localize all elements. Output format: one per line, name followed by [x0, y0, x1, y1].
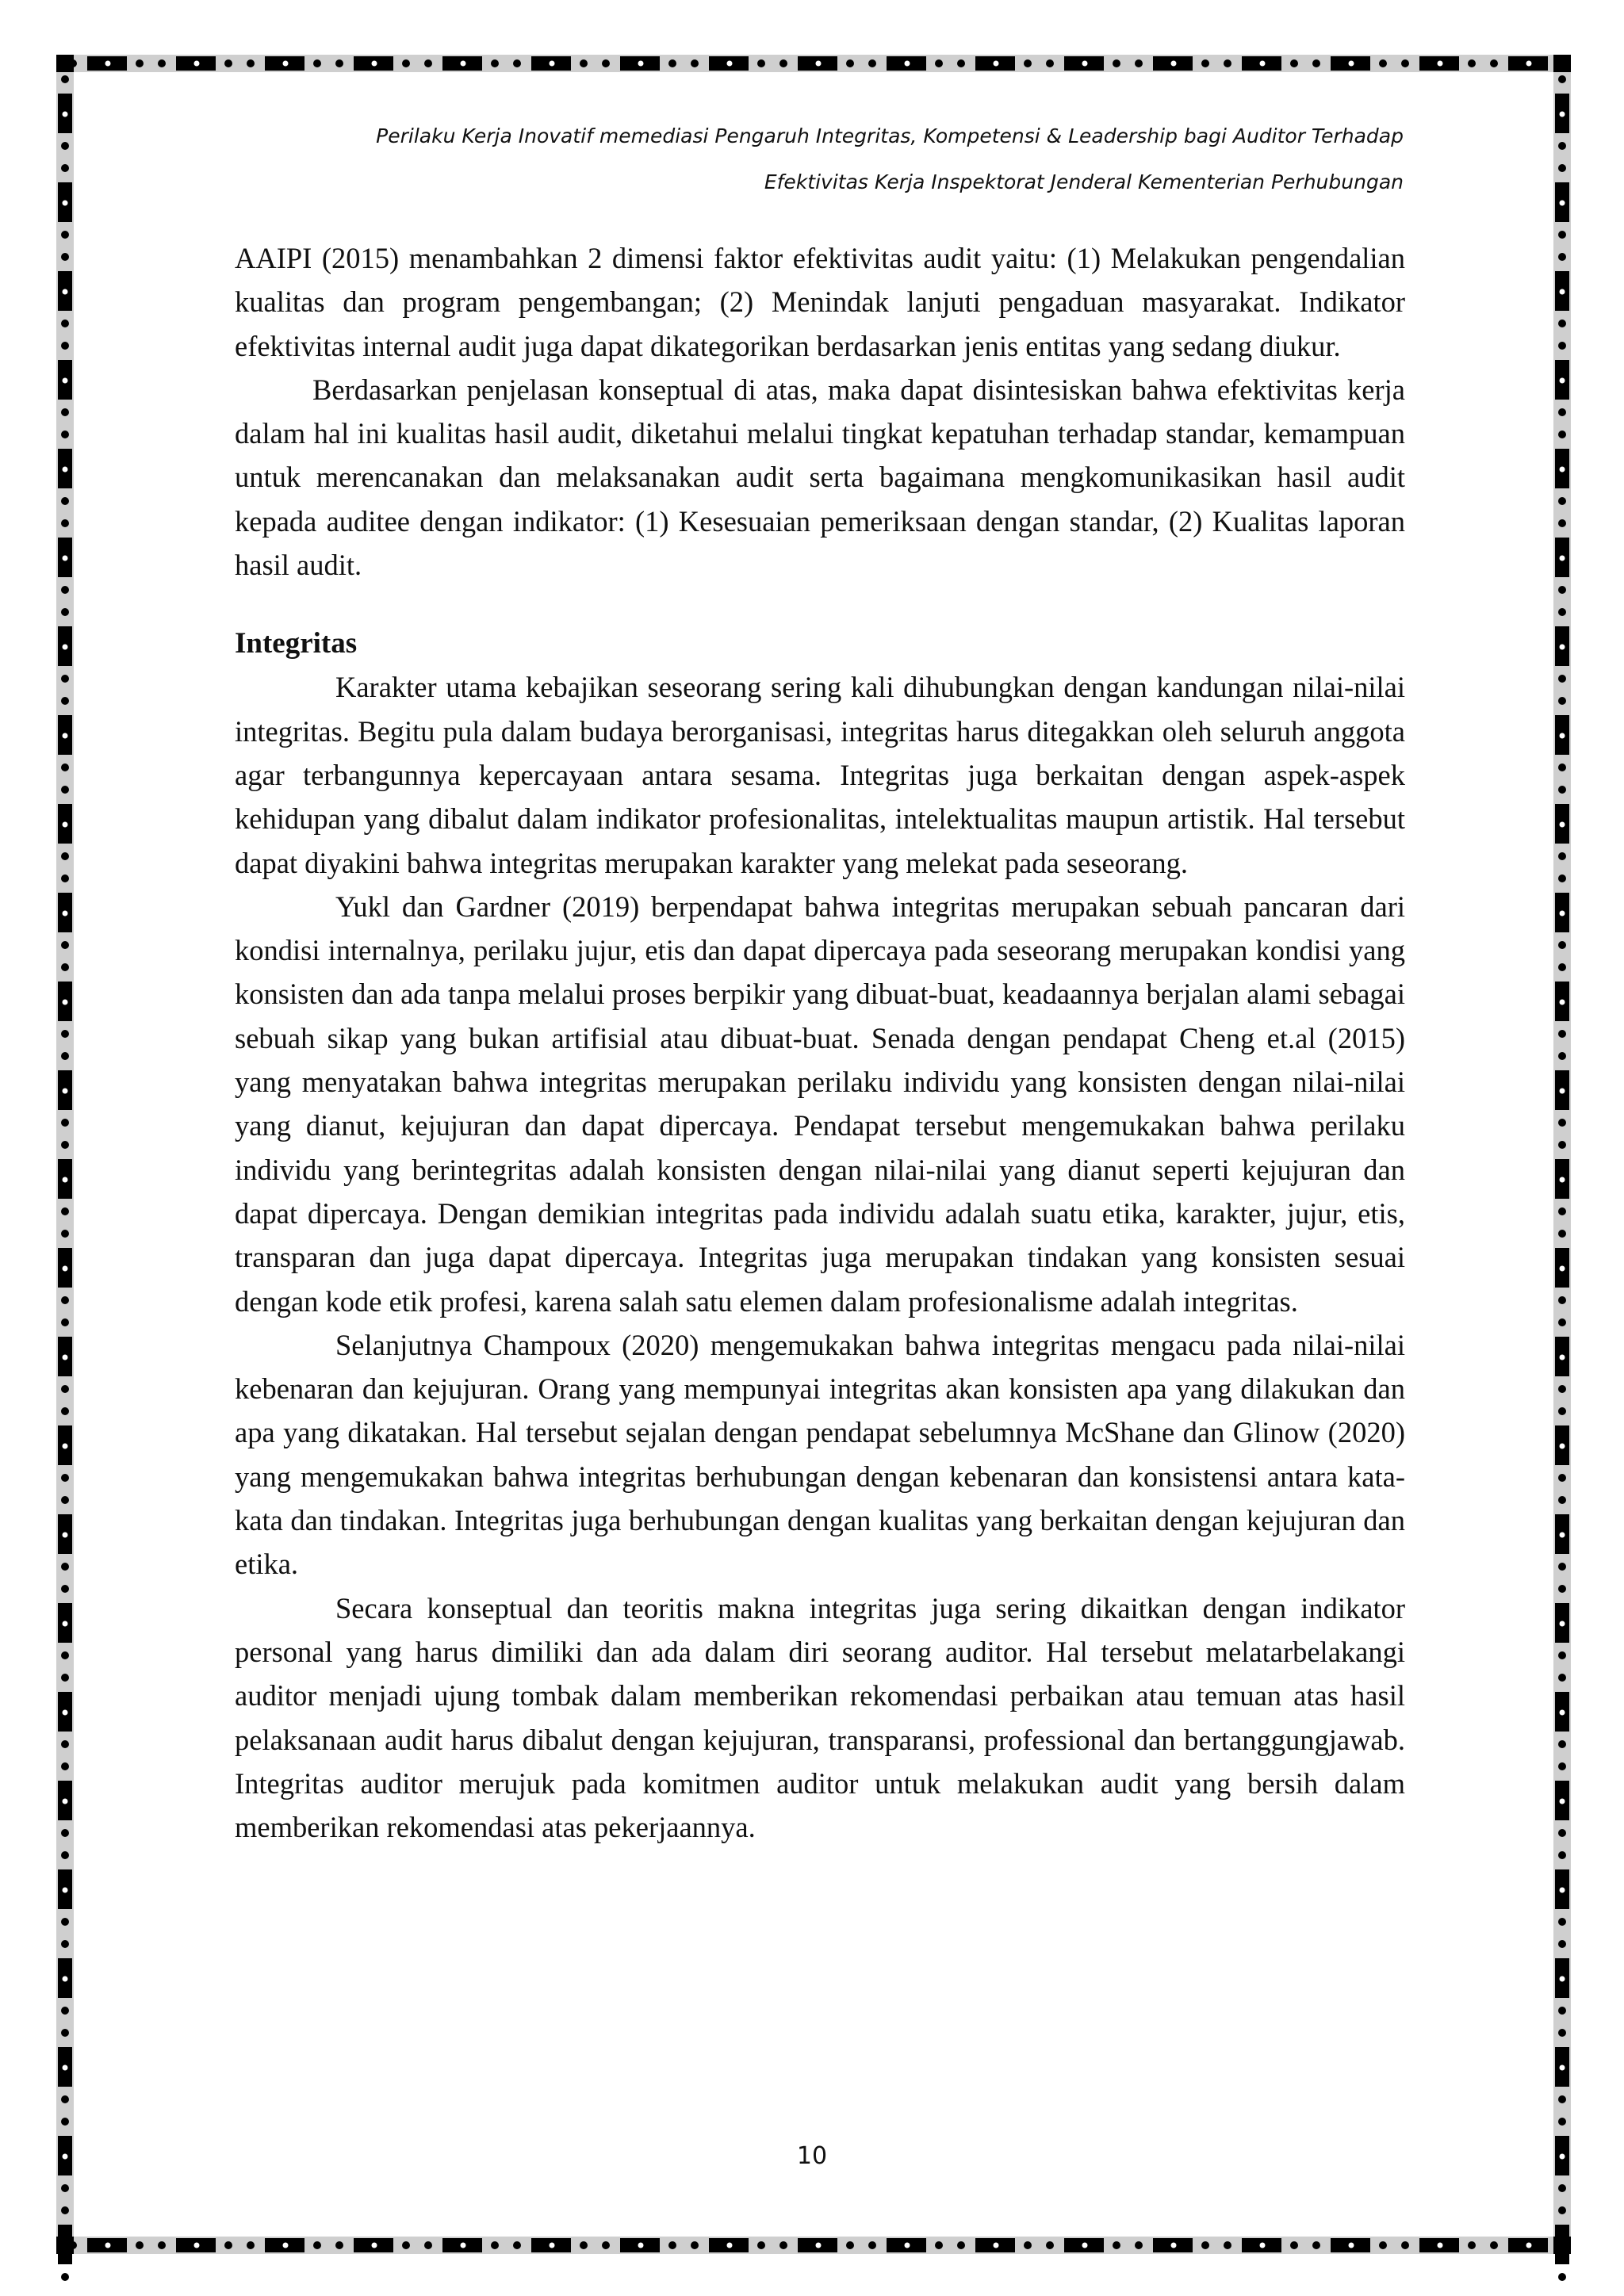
border-block-hole-top: [727, 61, 733, 67]
border-dot-bottom: [247, 2241, 255, 2249]
border-block-hole-right: [1560, 1177, 1565, 1183]
border-dot-right: [1558, 963, 1566, 971]
paragraph-yukl-gardner: Yukl dan Gardner (2019) berpendapat bahwa integritas merupakan sebuah pancaran dari kondisi internalnya, perilaku jujur, etis dan dapat dipercaya pada seseorang merupakan kondisi yang konsisten dan ada tanpa melalui proses berpikir yang dibuat-buat, keadaannya berjalan alami sebagai sebuah sikap yang bukan artifisial atau dibuat-buat. Senada dengan pendapat Cheng et.al (2015) yang menyatakan bahwa integritas merupakan perilaku individu yang konsisten dengan nilai-nilai yang dianut, kejujuran dan dapat dipercaya. Pendapat tersebut mengemukakan bahwa perilaku individu yang berintegritas adalah konsisten dengan nilai-nilai yang dianut seperti kejujuran dan dapat dipercaya. Dengan demikian integritas pada individu adalah suatu etika, karakter, jujur, etis, transparan dan juga dapat dipercaya. Integritas juga merupakan tindakan yang konsisten sesuai dengan kode etik profesi, karena salah satu elemen dalam profesionalisme adalah integritas.: [235, 890, 1405, 1318]
border-block-hole-left: [63, 733, 68, 739]
border-dot-left: [61, 1474, 69, 1482]
border-dot-right: [1558, 2206, 1566, 2214]
border-dot-left: [61, 2206, 69, 2214]
border-dot-left: [61, 1119, 69, 1127]
border-block-hole-right: [1560, 911, 1565, 916]
border-block-hole-left: [63, 556, 68, 561]
border-dot-left: [61, 164, 69, 172]
border-block-hole-top: [283, 61, 289, 67]
border-dot-right: [1558, 142, 1566, 150]
border-block-hole-top: [1082, 61, 1088, 67]
border-dot-left: [61, 2029, 69, 2037]
border-block-hole-bottom: [372, 2243, 377, 2248]
border-dot-bottom: [957, 2241, 965, 2249]
border-block-hole-bottom: [283, 2243, 289, 2248]
border-dot-left: [61, 1585, 69, 1593]
body-text: [235, 236, 1405, 1849]
border-dot-left: [61, 1762, 69, 1770]
border-block-hole-left: [63, 1710, 68, 1716]
border-dot-right: [1558, 1851, 1566, 1859]
border-block-hole-left: [63, 289, 68, 295]
running-header-line-2: Efektivitas Kerja Inspektorat Jenderal Kementerian Perhubungan: [764, 170, 1404, 193]
border-block-hole-bottom: [816, 2243, 822, 2248]
border-dot-bottom: [602, 2241, 610, 2249]
border-dot-left: [61, 1496, 69, 1504]
border-block-hole-top: [372, 61, 377, 67]
border-dot-left: [61, 75, 69, 83]
border-block-hole-bottom: [1349, 2243, 1354, 2248]
border-dot-top: [1468, 59, 1476, 67]
border-dot-bottom: [1312, 2241, 1320, 2249]
border-dot-right: [1558, 608, 1566, 616]
border-dot-right: [1558, 2029, 1566, 2037]
border-dot-left: [61, 963, 69, 971]
border-block-hole-left: [63, 1177, 68, 1183]
border-block-hole-right: [1560, 1710, 1565, 1716]
border-dot-top: [1490, 59, 1498, 67]
border-dot-left: [61, 763, 69, 771]
border-dot-bottom: [491, 2241, 499, 2249]
border-dot-right: [1558, 874, 1566, 882]
border-dot-right: [1558, 253, 1566, 261]
border-dot-bottom: [335, 2241, 343, 2249]
border-dot-top: [757, 59, 765, 67]
border-block-hole-bottom: [994, 2243, 999, 2248]
border-dot-bottom: [1046, 2241, 1054, 2249]
border-dot-top: [1224, 59, 1231, 67]
page-number: 10: [796, 2142, 828, 2170]
border-block-hole-bottom: [1438, 2243, 1443, 2248]
border-block-hole-left: [63, 1355, 68, 1360]
border-block-hole-right: [1560, 1266, 1565, 1272]
border-block-hole-top: [461, 61, 466, 67]
border-dot-top: [513, 59, 521, 67]
border-dot-bottom: [136, 2241, 144, 2249]
border-block-hole-top: [194, 61, 200, 67]
border-dot-top: [935, 59, 943, 67]
border-block-hole-right: [1560, 1000, 1565, 1005]
paragraph-synthesis: Berdasarkan penjelasan konseptual di atas, maka dapat disintesiskan bahwa efektivitas kerja dalam hal ini kualitas hasil audit, diketahui melalui tingkat kepatuhan terhadap standar, kemampuan untuk merencanakan dan melaksanakan audit serta bagaimana mengkomunikasikan hasil audit kepada auditee dengan indikator: (1) Kesesuaian pemeriksaan dengan standar, (2) Kualitas laporan hasil audit.: [235, 373, 1405, 582]
border-dot-top: [580, 59, 588, 67]
border-dot-top: [313, 59, 321, 67]
border-dot-right: [1558, 675, 1566, 683]
border-block-hole-right: [1560, 1888, 1565, 1893]
border-dot-left: [61, 1918, 69, 1926]
border-dot-top: [779, 59, 787, 67]
border-dot-right: [1558, 430, 1566, 438]
border-dot-right: [1558, 1230, 1566, 1238]
border-block-hole-top: [1438, 61, 1443, 67]
border-dot-left: [61, 874, 69, 882]
border-dot-right: [1558, 2118, 1566, 2126]
border-dot-left: [61, 608, 69, 616]
border-block-hole-right: [1560, 112, 1565, 117]
border-dot-left: [61, 1030, 69, 1038]
border-block-hole-right: [1560, 1621, 1565, 1627]
border-dot-right: [1558, 320, 1566, 327]
border-dot-top: [136, 59, 144, 67]
border-dot-left: [61, 675, 69, 683]
border-dot-right: [1558, 1563, 1566, 1571]
border-dot-right: [1558, 1585, 1566, 1593]
border-dot-top: [957, 59, 965, 67]
border-dot-top: [868, 59, 876, 67]
border-dot-right: [1558, 75, 1566, 83]
border-dot-top: [1046, 59, 1054, 67]
border-dot-bottom: [668, 2241, 676, 2249]
border-dot-left: [61, 1385, 69, 1393]
border-dot-right: [1558, 2273, 1566, 2281]
border-dot-right: [1558, 1141, 1566, 1149]
border-block-hole-right: [1560, 1355, 1565, 1360]
border-dot-left: [61, 231, 69, 239]
border-block-hole-bottom: [1082, 2243, 1088, 2248]
border-dot-bottom: [158, 2241, 166, 2249]
border-dot-left: [61, 2273, 69, 2281]
border-dot-top: [602, 59, 610, 67]
border-dot-right: [1558, 586, 1566, 594]
border-block-hole-top: [1260, 61, 1266, 67]
border-dot-right: [1558, 1407, 1566, 1415]
border-dot-bottom: [402, 2241, 410, 2249]
border-dot-right: [1558, 1052, 1566, 1060]
border-dot-left: [61, 2118, 69, 2126]
border-dot-right: [1558, 519, 1566, 527]
border-block-hole-left: [63, 201, 68, 206]
border-dot-left: [61, 1740, 69, 1748]
border-dot-left: [61, 1052, 69, 1060]
border-dot-top: [1290, 59, 1298, 67]
border-dot-right: [1558, 786, 1566, 794]
border-dot-top: [224, 59, 232, 67]
border-block-hole-right: [1560, 378, 1565, 384]
border-dot-right: [1558, 1207, 1566, 1215]
border-dot-bottom: [1113, 2241, 1120, 2249]
border-dot-top: [424, 59, 432, 67]
border-dot-left: [61, 1829, 69, 1837]
border-corner: [56, 2237, 74, 2254]
border-dot-right: [1558, 2095, 1566, 2103]
border-dot-right: [1558, 1030, 1566, 1038]
border-dot-right: [1558, 2007, 1566, 2015]
border-block-hole-right: [1560, 1444, 1565, 1449]
border-block-hole-right: [1560, 201, 1565, 206]
border-block-hole-bottom: [1260, 2243, 1266, 2248]
running-header-line-1: Perilaku Kerja Inovatif memediasi Pengaruh Integritas, Kompetensi & Leadership bagi Auditor Terhadap: [376, 124, 1404, 147]
border-dot-top: [846, 59, 854, 67]
border-dot-left: [61, 852, 69, 860]
border-dot-bottom: [1468, 2241, 1476, 2249]
border-block-hole-right: [1560, 822, 1565, 828]
border-block-hole-bottom: [1526, 2243, 1532, 2248]
border-dot-bottom: [313, 2241, 321, 2249]
border-block-hole-right: [1560, 467, 1565, 473]
border-block-hole-bottom: [905, 2243, 910, 2248]
border-block-hole-left: [63, 2065, 68, 2071]
border-dot-left: [61, 2184, 69, 2192]
border-block-hole-left: [63, 645, 68, 650]
border-block-hole-left: [63, 1444, 68, 1449]
border-dot-top: [1379, 59, 1387, 67]
border-dot-bottom: [1135, 2241, 1143, 2249]
border-dot-bottom: [424, 2241, 432, 2249]
border-dot-left: [61, 1674, 69, 1682]
border-dot-right: [1558, 164, 1566, 172]
border-dot-left: [61, 786, 69, 794]
border-block-hole-top: [1349, 61, 1354, 67]
border-dot-top: [158, 59, 166, 67]
border-block-hole-left: [63, 911, 68, 916]
border-dot-left: [61, 430, 69, 438]
border-corner: [56, 55, 74, 72]
border-dot-top: [402, 59, 410, 67]
border-dot-left: [61, 1407, 69, 1415]
border-block-hole-right: [1560, 733, 1565, 739]
border-dot-right: [1558, 1474, 1566, 1482]
border-dot-top: [1312, 59, 1320, 67]
border-block-hole-left: [63, 1000, 68, 1005]
border-dot-bottom: [1379, 2241, 1387, 2249]
border-dot-left: [61, 1851, 69, 1859]
border-dot-right: [1558, 852, 1566, 860]
border-dot-bottom: [1224, 2241, 1231, 2249]
border-block-hole-left: [63, 822, 68, 828]
border-dot-left: [61, 1207, 69, 1215]
border-block-hole-right: [1560, 645, 1565, 650]
border-dot-right: [1558, 2184, 1566, 2192]
border-block-hole-left: [63, 112, 68, 117]
border-block-hole-top: [816, 61, 822, 67]
border-dot-bottom: [846, 2241, 854, 2249]
border-block-hole-left: [63, 1266, 68, 1272]
border-block-hole-top: [994, 61, 999, 67]
border-dot-top: [335, 59, 343, 67]
border-dot-right: [1558, 1318, 1566, 1326]
border-dot-right: [1558, 1740, 1566, 1748]
border-dot-left: [61, 497, 69, 505]
border-dot-left: [61, 519, 69, 527]
border-dot-top: [1113, 59, 1120, 67]
border-dot-bottom: [1201, 2241, 1209, 2249]
border-dot-right: [1558, 1496, 1566, 1504]
border-block-hole-top: [638, 61, 644, 67]
border-block-hole-right: [1560, 556, 1565, 561]
border-dot-left: [61, 1940, 69, 1948]
border-dot-top: [491, 59, 499, 67]
paragraph-champoux: Selanjutnya Champoux (2020) mengemukakan bahwa integritas mengacu pada nilai-nilai kebenaran dan kejujuran. Orang yang mempunyai integritas akan konsisten apa yang dilakukan dan apa yang dikatakan. Hal tersebut sejalan dengan pendapat sebelumnya McShane dan Glinow (2020) yang mengemukakan bahwa integritas berhubungan dengan kebenaran dan konsistensi antara kata-kata dan tindakan. Integritas juga berhubungan dengan kualitas yang berkaitan dengan kejujuran dan etika.: [235, 1328, 1405, 1581]
border-block-hole-bottom: [105, 2243, 111, 2248]
border-block-hole-bottom: [461, 2243, 466, 2248]
border-dot-top: [1135, 59, 1143, 67]
paragraph-aaipi: AAIPI (2015) menambahkan 2 dimensi faktor efektivitas audit yaitu: (1) Melakukan pengendalian kualitas dan program pengembangan; (2) Menindak lanjuti pengaduan masyarakat. Indikator efektivitas internal audit juga dapat dikategorikan berdasarkan jenis entitas yang sedang diukur.: [235, 242, 1405, 362]
border-block-hole-top: [1171, 61, 1177, 67]
border-dot-left: [61, 2007, 69, 2015]
border-dot-right: [1558, 1762, 1566, 1770]
border-block-hole-left: [63, 378, 68, 384]
border-dot-right: [1558, 1674, 1566, 1682]
border-block-hole-bottom: [638, 2243, 644, 2248]
border-dot-right: [1558, 342, 1566, 350]
border-block-hole-left: [63, 467, 68, 473]
border-dot-left: [61, 1563, 69, 1571]
border-block-hole-left: [63, 1888, 68, 1893]
border-dot-bottom: [513, 2241, 521, 2249]
border-block-hole-bottom: [1171, 2243, 1177, 2248]
border-dot-right: [1558, 408, 1566, 416]
border-dot-right: [1558, 497, 1566, 505]
border-block-hole-top: [905, 61, 910, 67]
border-dot-top: [247, 59, 255, 67]
border-block-hole-right: [1560, 1976, 1565, 1982]
border-dot-top: [1401, 59, 1409, 67]
border-dot-bottom: [868, 2241, 876, 2249]
border-dot-left: [61, 1651, 69, 1659]
border-dot-bottom: [757, 2241, 765, 2249]
section-heading-integritas: Integritas: [235, 627, 358, 660]
border-dot-right: [1558, 1651, 1566, 1659]
border-dot-right: [1558, 697, 1566, 705]
border-block-hole-right: [1560, 1089, 1565, 1094]
border-block-hole-right: [1560, 289, 1565, 295]
border-dot-left: [61, 1141, 69, 1149]
border-dot-right: [1558, 231, 1566, 239]
border-dot-left: [61, 342, 69, 350]
border-block-hole-right: [1560, 2065, 1565, 2071]
border-dot-right: [1558, 1829, 1566, 1837]
border-dot-bottom: [580, 2241, 588, 2249]
border-block-hole-left: [63, 1976, 68, 1982]
border-block-hole-left: [63, 1621, 68, 1627]
border-dot-right: [1558, 1918, 1566, 1926]
paragraph-konseptual: Secara konseptual dan teoritis makna integritas juga sering dikaitkan dengan indikator personal yang harus dimiliki dan ada dalam diri seorang auditor. Hal tersebut melatarbelakangi auditor menjadi ujung tombak dalam memberikan rekomendasi perbaikan atau temuan atas hasil pelaksanaan audit harus dibalut dengan kejujuran, transparansi, professional dan bertanggungjawab. Integritas auditor merujuk pada komitmen auditor untuk melakukan audit yang bersih dalam memberikan rekomendasi atas pekerjaannya.: [235, 1591, 1405, 1844]
border-block-hole-left: [63, 1089, 68, 1094]
border-dot-left: [61, 320, 69, 327]
border-dot-right: [1558, 941, 1566, 949]
border-block-hole-right: [1560, 1799, 1565, 1804]
border-block-hole-bottom: [194, 2243, 200, 2248]
border-dot-top: [1024, 59, 1032, 67]
border-dot-left: [61, 1230, 69, 1238]
border-dot-left: [61, 253, 69, 261]
border-block-hole-bottom: [727, 2243, 733, 2248]
border-dot-bottom: [1490, 2241, 1498, 2249]
border-corner: [1553, 2237, 1571, 2254]
border-dot-top: [691, 59, 699, 67]
border-dot-bottom: [779, 2241, 787, 2249]
border-dot-right: [1558, 763, 1566, 771]
border-dot-bottom: [691, 2241, 699, 2249]
border-dot-left: [61, 1296, 69, 1304]
border-dot-right: [1558, 1385, 1566, 1393]
border-dot-left: [61, 586, 69, 594]
border-block-hole-right: [1560, 1533, 1565, 1538]
paragraph-karakter: Karakter utama kebajikan seseorang sering kali dihubungkan dengan kandungan nilai-nilai integritas. Begitu pula dalam budaya berorganisasi, integritas harus ditegakkan oleh seluruh anggota agar terbangunnya kepercayaan antara sesama. Integritas juga berkaitan dengan aspek-aspek kehidupan yang dibalut dalam indikator profesionalitas, intelektualitas maupun artistik. Hal tersebut dapat diyakini bahwa integritas merupakan karakter yang melekat pada seseorang.: [235, 671, 1405, 879]
border-dot-top: [1201, 59, 1209, 67]
border-dot-top: [668, 59, 676, 67]
running-header: [238, 113, 1404, 205]
border-dot-left: [61, 941, 69, 949]
border-dot-left: [61, 2095, 69, 2103]
border-block-hole-top: [550, 61, 555, 67]
border-block-hole-bottom: [550, 2243, 555, 2248]
border-block-hole-top: [1526, 61, 1532, 67]
border-dot-left: [61, 142, 69, 150]
border-dot-right: [1558, 1119, 1566, 1127]
border-corner: [1553, 55, 1571, 72]
border-dot-bottom: [1401, 2241, 1409, 2249]
border-dot-bottom: [1024, 2241, 1032, 2249]
border-dot-bottom: [1290, 2241, 1298, 2249]
border-dot-left: [61, 697, 69, 705]
border-dot-right: [1558, 1296, 1566, 1304]
border-dot-left: [61, 408, 69, 416]
border-dot-bottom: [935, 2241, 943, 2249]
border-dot-left: [61, 1318, 69, 1326]
border-dot-right: [1558, 1940, 1566, 1948]
border-dot-bottom: [224, 2241, 232, 2249]
border-block-hole-top: [105, 61, 111, 67]
border-block-hole-left: [63, 1799, 68, 1804]
border-block-hole-left: [63, 1533, 68, 1538]
